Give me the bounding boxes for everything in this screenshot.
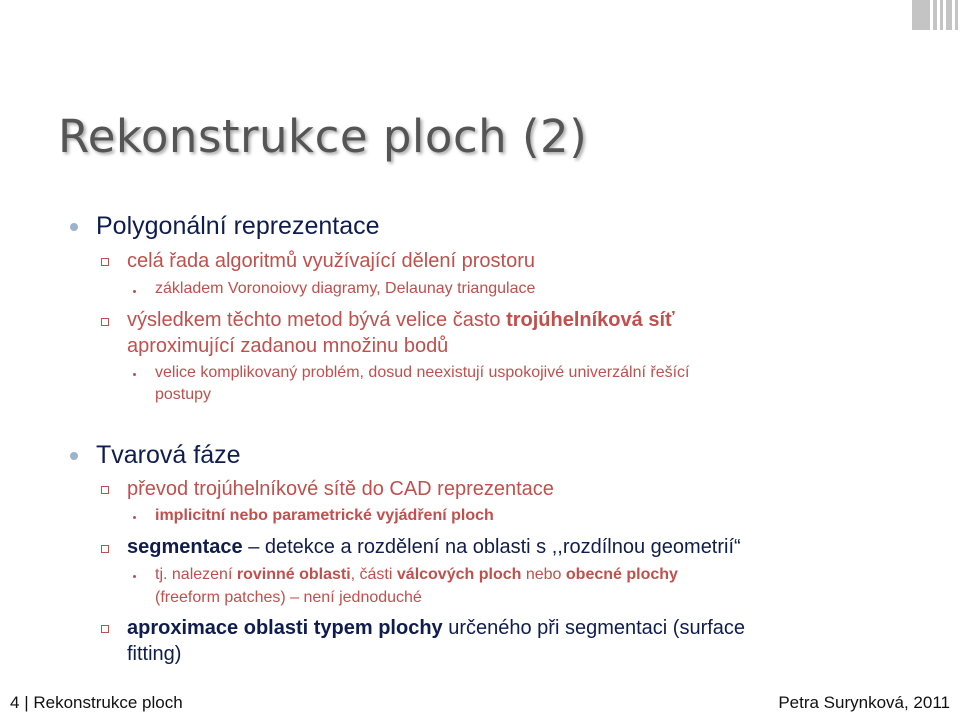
subitem-finding-p3: nebo [525, 566, 562, 583]
emphasis-cylindrical: válcových ploch [396, 566, 522, 583]
footer-section: Rekonstrukce ploch [33, 693, 183, 712]
label-approximation: aproximace oblasti typem plochy [127, 617, 443, 639]
bullet-small-dot-icon [133, 516, 136, 519]
subitem-voronoi: základem Voronoiovy diagramy, Delaunay triangulace [155, 280, 536, 297]
item-approximation [127, 617, 745, 640]
emphasis-triangle-mesh: trojúhelníková síť [506, 309, 675, 331]
footer-left [10, 693, 183, 713]
subitem-implicit: implicitní nebo parametrické vyjádření ploch [155, 507, 494, 524]
item-segmentation [127, 536, 741, 559]
item-approximation-cont: fitting) [127, 643, 182, 665]
footer-author: Petra Surynková, 2011 [778, 693, 950, 712]
decor-stripe-2 [933, 0, 937, 30]
section-heading-polygonal: Polygonální reprezentace [96, 212, 380, 240]
decor-stripe-4 [946, 0, 952, 30]
emphasis-general-surface: obecné plochy [565, 566, 678, 583]
bullet-square-icon [101, 486, 109, 494]
bullet-dot-icon [70, 223, 78, 231]
item-algorithms: celá řada algoritmů využívající dělení prostoru [127, 250, 535, 272]
item-results-text: výsledkem těchto metod bývá velice často [127, 309, 501, 331]
subitem-finding-line2: (freeform patches) – není jednoduché [155, 589, 422, 606]
emphasis-planar-regions: rovinné oblasti [236, 566, 351, 583]
bullet-small-dot-icon [133, 290, 136, 293]
bullet-small-dot-icon [133, 575, 136, 578]
item-approximation-text: určeného při segmentaci (surface [448, 617, 746, 639]
decor-stripe-5 [955, 0, 958, 30]
subitem-finding-p1: tj. nalezení [155, 566, 233, 583]
footer-separator: | [24, 693, 29, 712]
item-conversion: převod trojúhelníkové sítě do CAD reprezentace [127, 478, 554, 500]
subitem-finding-p2: , části [350, 566, 393, 583]
decor-stripe-1 [912, 0, 930, 30]
bullet-square-icon [101, 625, 109, 633]
subitem-complicated: velice komplikovaný problém, dosud neexistují uspokojivé univerzální řešící [155, 364, 690, 381]
item-segmentation-text: – detekce a rozdělení na oblasti s ,,rozdílnou geometrií“ [248, 536, 741, 558]
subitem-complicated-cont: postupy [155, 386, 212, 403]
item-results-line1 [127, 309, 675, 332]
subitem-finding-line1 [155, 566, 678, 584]
item-results-line2: aproximující zadanou množinu bodů [127, 335, 449, 357]
slide-title: Rekonstrukce ploch (2) [58, 110, 588, 163]
label-segmentation: segmentace [127, 536, 243, 558]
decor-stripe-3 [940, 0, 943, 30]
bullet-square-icon [101, 258, 109, 266]
section-heading-shape-phase: Tvarová fáze [96, 441, 241, 469]
bullet-square-icon [101, 545, 109, 553]
bullet-square-icon [101, 318, 109, 326]
bullet-dot-icon [70, 452, 78, 460]
bullet-small-dot-icon [133, 373, 136, 376]
footer-page-number: 4 [10, 693, 20, 712]
